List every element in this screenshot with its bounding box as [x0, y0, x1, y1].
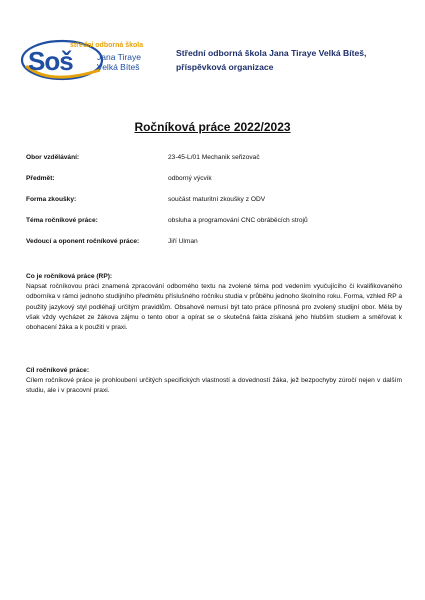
section-heading: Cíl ročníkové práce:	[26, 367, 90, 374]
school-logo	[20, 36, 170, 86]
page-title: Ročníková práce 2022/2023	[134, 120, 291, 134]
info-row	[26, 150, 406, 171]
organization-name-line-1: Střední odborná škola Jana Tiraye Velká Bíteš,	[176, 48, 367, 58]
info-value: 23-45-L/01 Mechanik seřizovač	[168, 154, 260, 161]
info-row	[26, 171, 406, 192]
section-body: Cílem ročníkové práce je prohloubení určitých specifických vlastností a dovedností žáka, jež bezpochyby zúročí nejen v dalším studiu, ale i v pracovní praxi.	[26, 377, 402, 395]
info-value: obsluha a programování CNC obráběcích strojů	[168, 217, 308, 224]
info-table	[26, 150, 406, 255]
organization-name-line-2: příspěvková organizace	[176, 62, 274, 72]
info-key: Téma ročníkové práce:	[26, 217, 98, 224]
info-key: Obor vzdělávání:	[26, 154, 80, 161]
info-row	[26, 213, 406, 234]
info-key: Předmět:	[26, 175, 55, 182]
info-key: Forma zkoušky:	[26, 196, 77, 203]
section-goal	[26, 366, 402, 397]
section-heading: Co je ročníková práce (RP):	[26, 273, 113, 280]
section-body: Napsat ročníkovou práci znamená zpracování odborného textu na zvolené téma pod vedením vyučujícího či kvalifikovaného odborníka v rámci jednoho studijního předmětu příslušného ročníku studia v průběhu jednoho školního roku. Forma, vzhled RP a použitý jazykový styl podléhají určitým pravidlům. Obsahově nemusí být tato práce přínosná pro zvolený studijní obor. Měla by však vždy vycházet ze žákova zájmu o tento obor a opírat se o skutečná fakta získaná jeho hlubším studiem a směřovat k obohacení žáka a k použití v praxi.	[26, 283, 402, 332]
info-value: součást maturitní zkoušky z ODV	[168, 196, 266, 203]
logo-mark: Soš	[28, 46, 73, 76]
info-value: odborný výcvik	[168, 175, 212, 182]
info-value: Jiří Ulman	[168, 238, 198, 245]
info-key: Vedoucí a oponent ročníkové práce:	[26, 238, 140, 245]
section-what-is	[26, 272, 402, 333]
logo-line-2: Jana Tiraye	[97, 52, 141, 62]
info-row	[26, 192, 406, 213]
logo-line-3: Velká Bíteš	[97, 62, 140, 72]
organization-name	[176, 46, 416, 74]
info-row	[26, 234, 406, 255]
logo-top-line: střední odborná škola	[70, 42, 144, 49]
